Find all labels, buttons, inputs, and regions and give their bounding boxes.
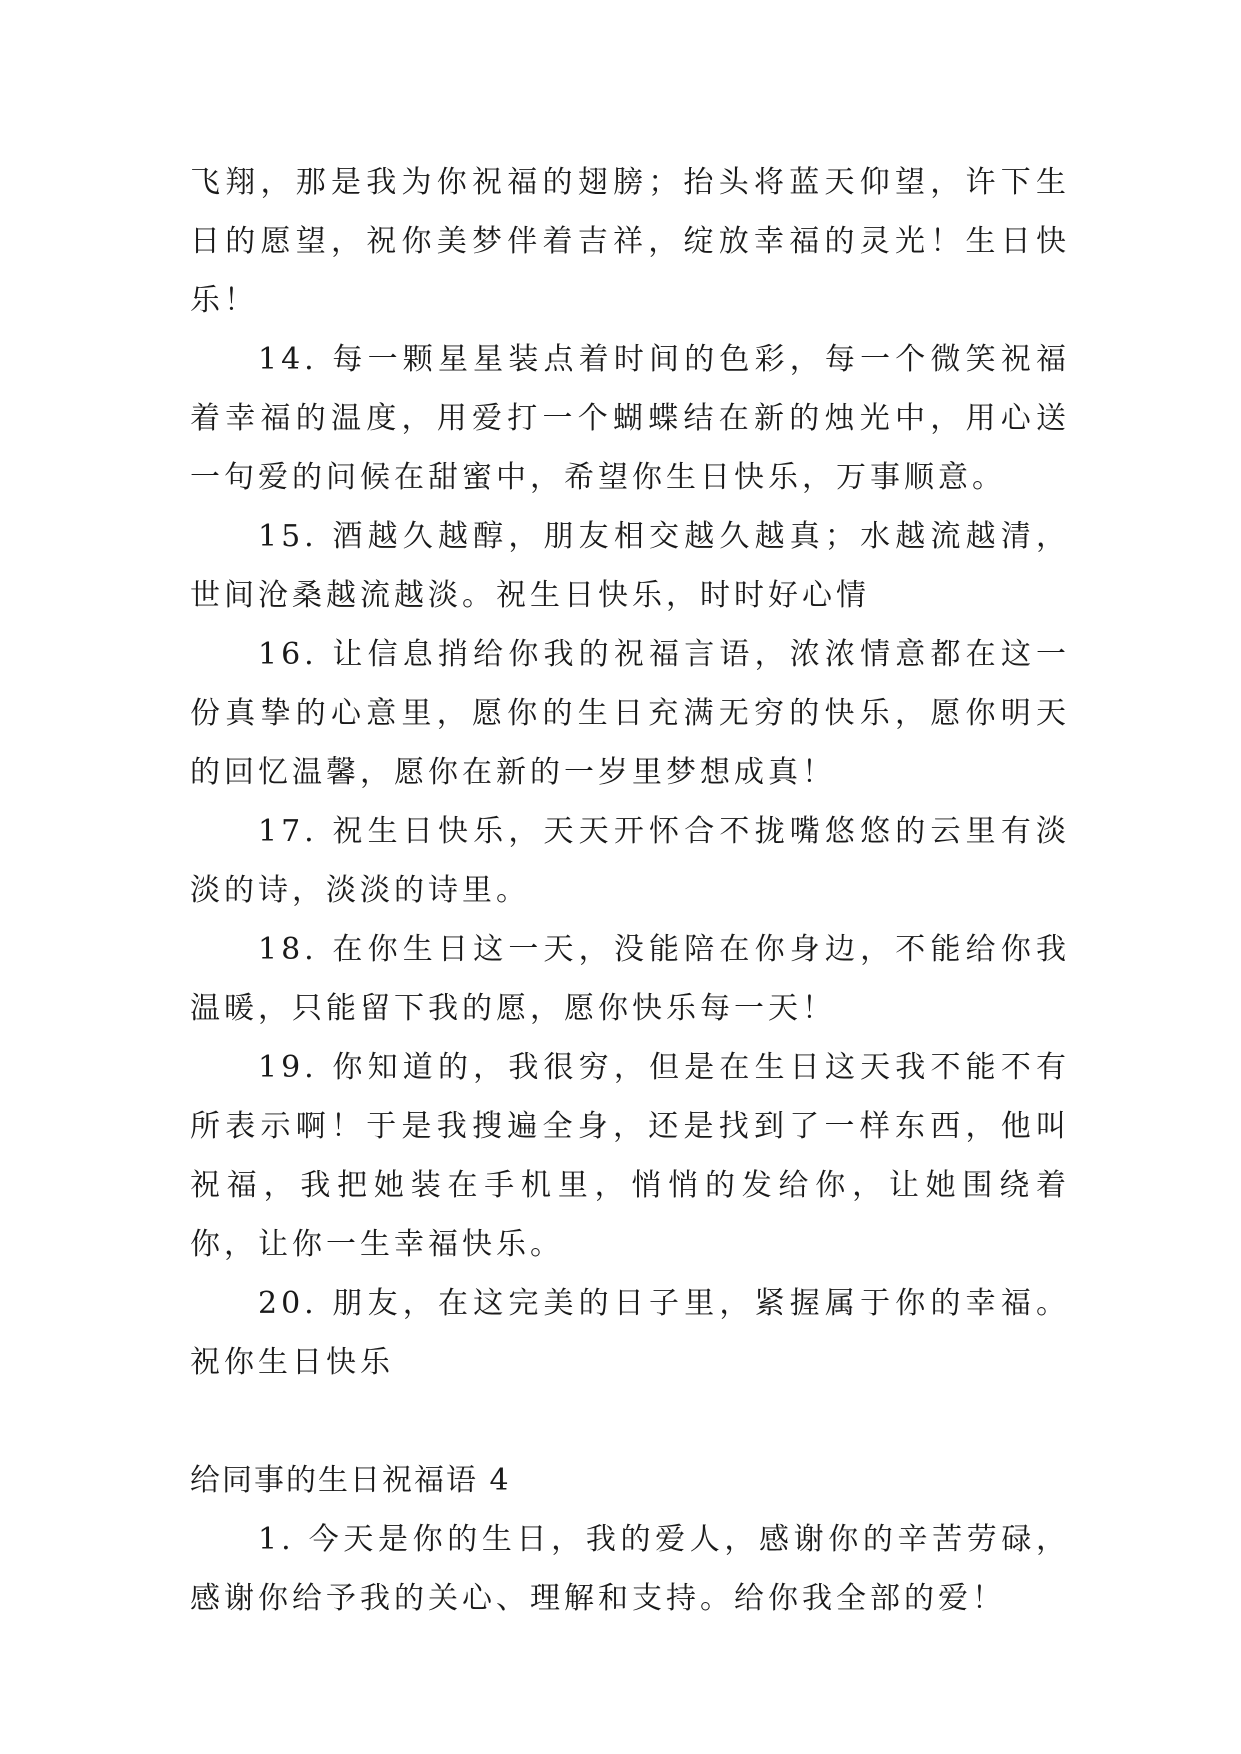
list-item-16: 16. 让信息捎给你我的祝福言语，浓浓情意都在这一份真挚的心意里，愿你的生日充满无穷的快乐，愿你明天的回忆温馨，愿你在新的一岁里梦想成真！ [190,637,1070,790]
list-item-20: 20. 朋友，在这完美的日子里，紧握属于你的幸福。祝你生日快乐 [190,1286,1070,1380]
list-item-15: 15. 酒越久越醇，朋友相交越久越真；水越流越清，世间沧桑越流越淡。祝生日快乐，时时好心情 [190,519,1070,613]
section-heading: 给同事的生日祝福语 4 [190,1463,511,1498]
list-item-18: 18. 在你生日这一天，没能陪在你身边，不能给你我温暖，只能留下我的愿，愿你快乐每一天！ [190,932,1070,1026]
list-item-19: 19. 你知道的，我很穷，但是在生日这天我不能不有所表示啊！于是我搜遍全身，还是找到了一样东西，他叫祝福，我把她装在手机里，悄悄的发给你，让她围绕着你，让你一生幸福快乐。 [190,1050,1070,1262]
continuation-paragraph: 飞翔，那是我为你祝福的翅膀；抬头将蓝天仰望，许下生日的愿望，祝你美梦伴着吉祥，绽放幸福的灵光！生日快乐！ [190,165,1070,318]
list-item-17: 17. 祝生日快乐，天天开怀合不拢嘴悠悠的云里有淡淡的诗，淡淡的诗里。 [190,814,1070,908]
list-item-1: 1. 今天是你的生日，我的爱人，感谢你的辛苦劳碌，感谢你给予我的关心、理解和支持。给你我全部的爱！ [190,1522,1070,1616]
document-page [190,153,1070,1628]
list-item-14: 14. 每一颗星星装点着时间的色彩，每一个微笑祝福着幸福的温度，用爱打一个蝴蝶结在新的烛光中，用心送一句爱的问候在甜蜜中，希望你生日快乐，万事顺意。 [190,342,1070,495]
